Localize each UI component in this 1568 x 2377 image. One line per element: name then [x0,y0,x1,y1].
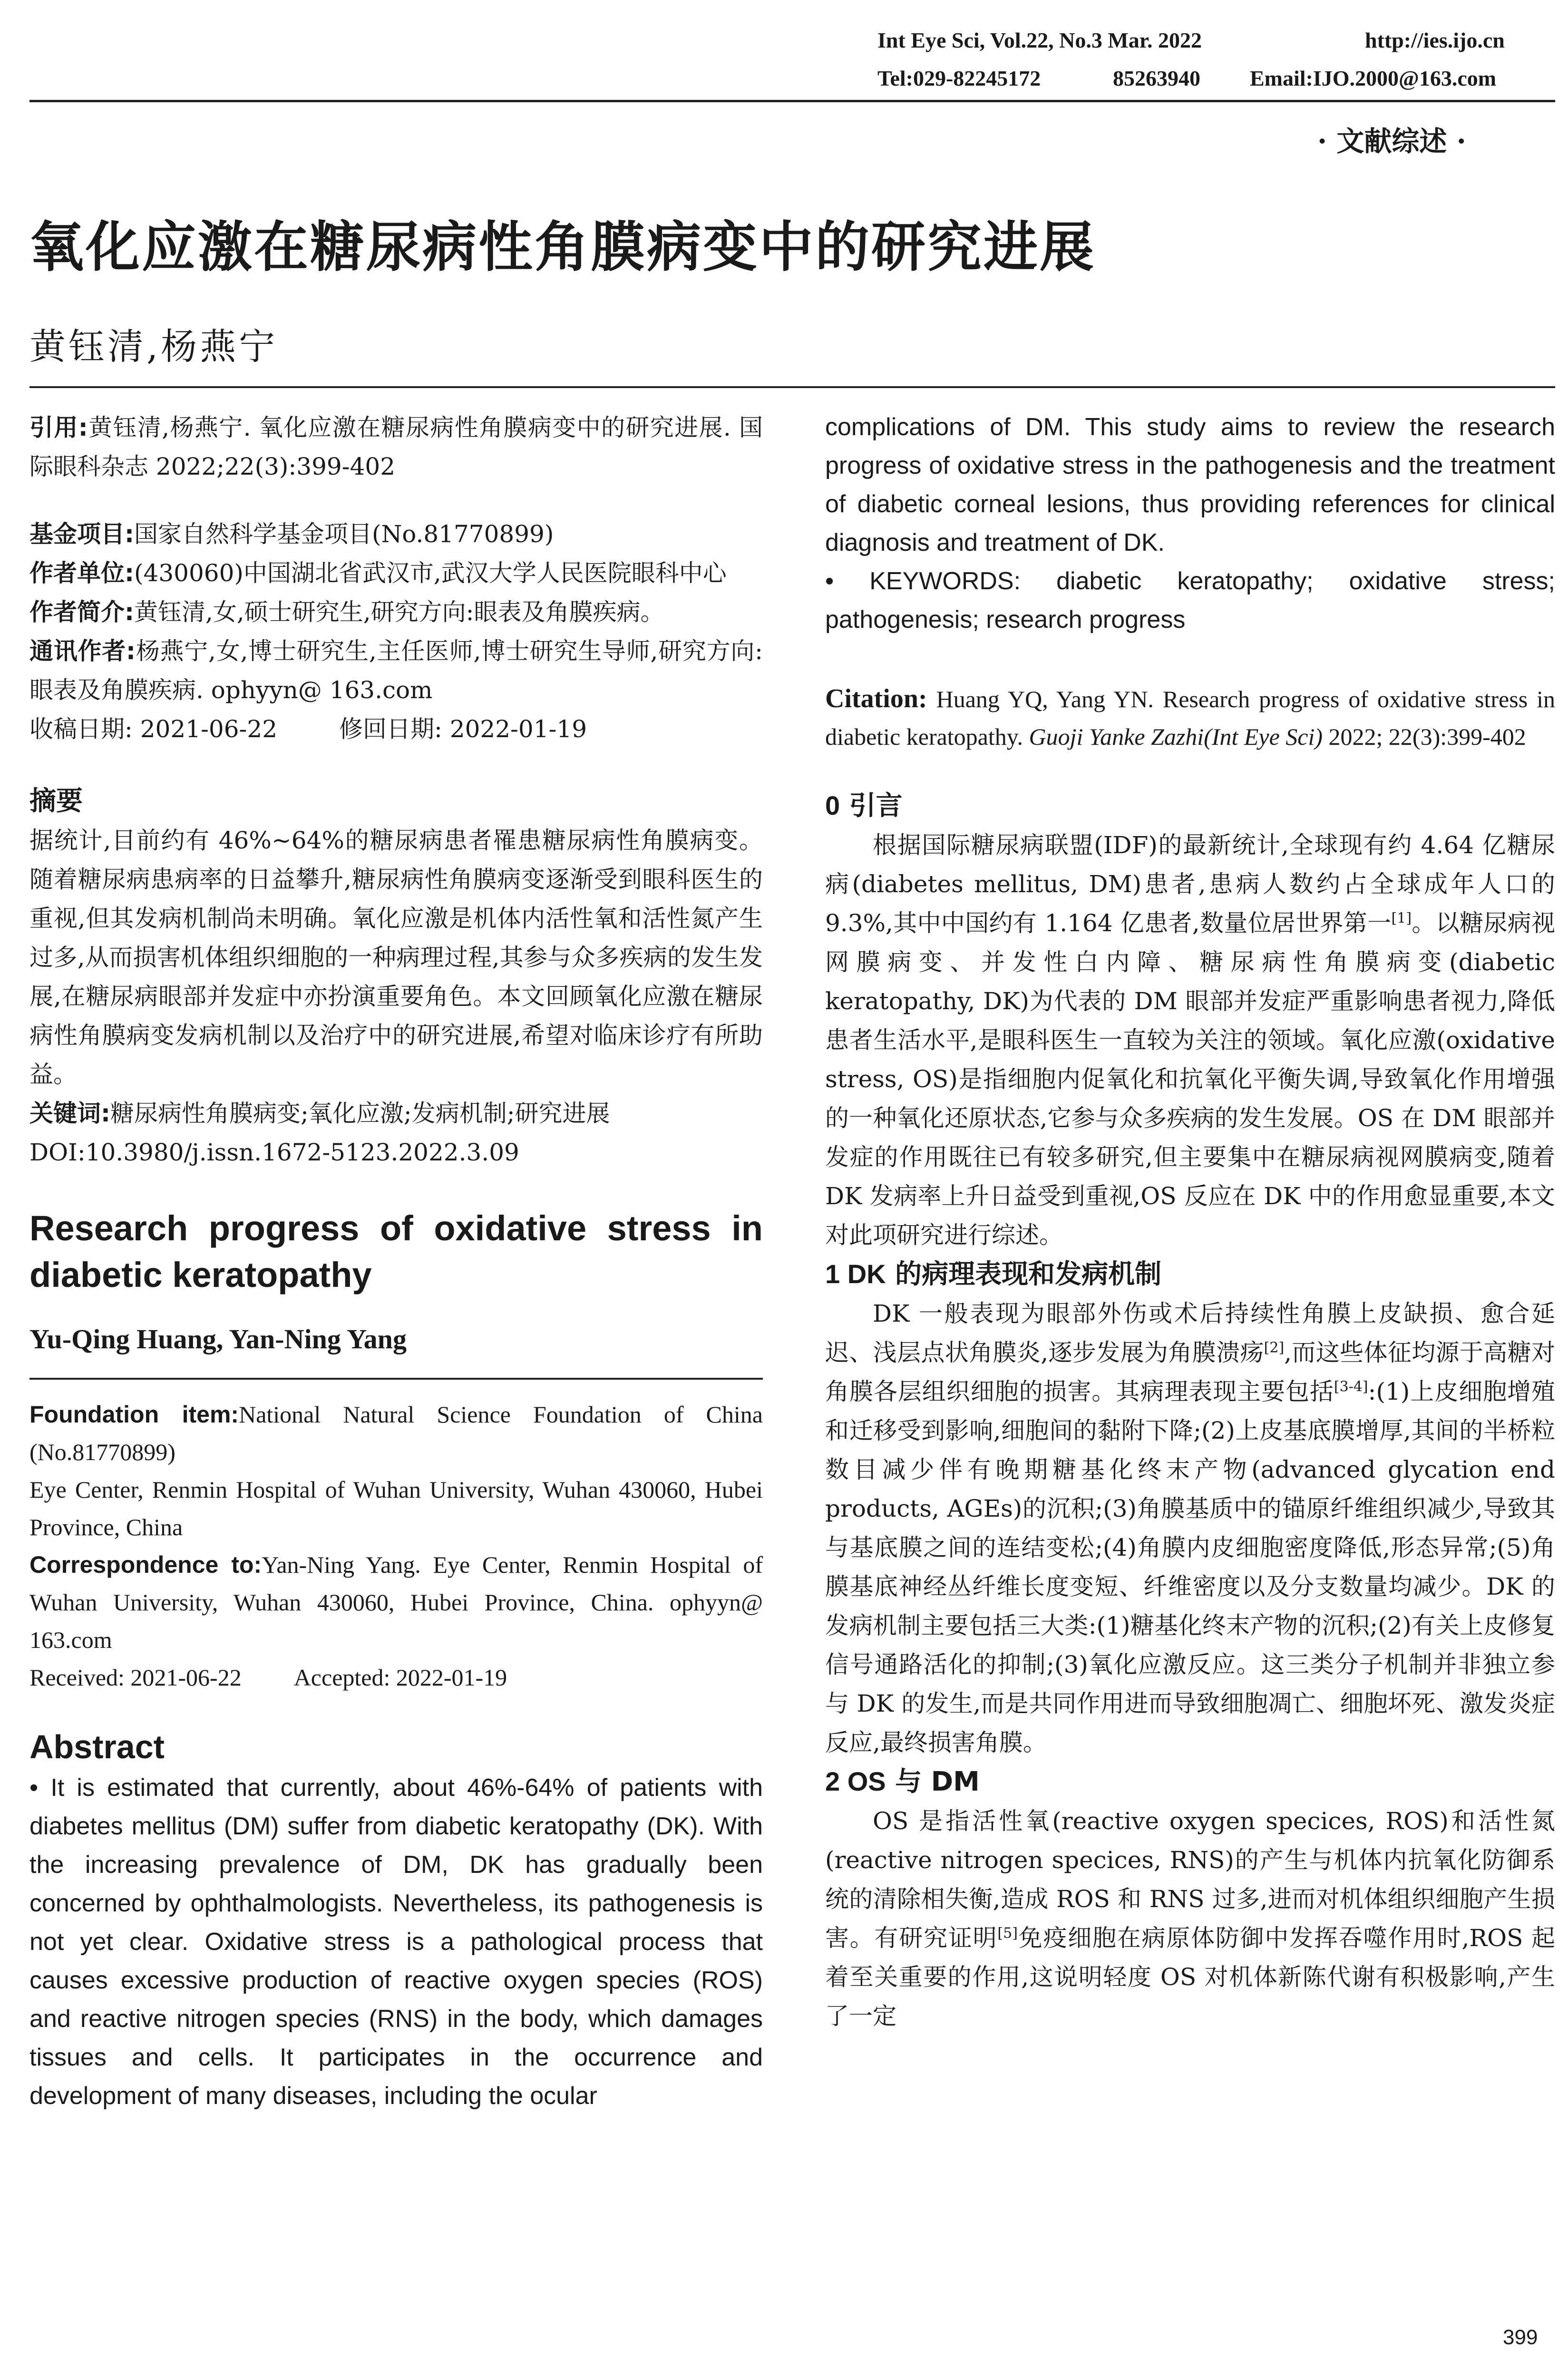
bio-text: 黄钰清,女,硕士研究生,研究方向:眼表及角膜疾病。 [134,598,664,626]
title-rule [29,386,1555,388]
journal-info: Int Eye Sci, Vol.22, No.3 Mar. 2022 [877,28,1202,52]
section-1-text-b: ,而这些体征均源于高糖对角膜各层组织细胞的损害。其病理表现主要包括 [825,1339,1555,1405]
section-1-number: 1 DK [825,1259,886,1289]
section-2-title: 与 DM [895,1766,980,1797]
correspondence-text: Yan-Ning Yang. Eye Center, Renmin Hospital of Wuhan University, Wuhan 430060, Hubei Province, China. ophyyn@ 163.com [29,1551,763,1653]
keywords-text: 糖尿病性角膜病变;氧化应激;发病机制;研究进展 [110,1100,610,1127]
right-column [825,408,1555,2036]
foundation-text: National Natural Science Foundation of China (No.81770899) [29,1401,763,1465]
unit-text: (430060)中国湖北省武汉市,武汉大学人民医院眼科中心 [134,559,727,587]
citation-en-tail: 2022; 22(3):399-402 [1328,723,1526,750]
unit-label: 作者单位: [29,559,134,587]
citation-cn-label: 引用: [29,414,88,441]
citation-en [825,680,1555,756]
section-1-heading [825,1255,1555,1294]
ref-2[interactable]: [2] [1264,1339,1285,1356]
section-2-number: 2 OS [825,1766,886,1796]
citation-en-label: Citation: [825,684,927,713]
section-0-heading [825,786,1555,826]
fund-text: 国家自然科学基金项目(No.81770899) [134,520,554,548]
english-title: Research progress of oxidative stress in diabetic keratopathy [29,1208,763,1295]
journal-tel-2: 85263940 [1113,66,1200,90]
abstract-en-continued: complications of DM. This study aims to review the research progress of oxidative stress in the pathogenesis and the treatment of diabetic corneal lesions, thus providing references for clinical diagnosis and treatment of DK. [825,413,1555,556]
section-2-text-b: 免疫细胞在病原体防御中发挥吞噬作用时,ROS 起着至关重要的作用,这说明轻度 OS 对机体新陈代谢有积极影响,产生了一定 [825,1924,1555,2030]
meta-cn [29,515,763,749]
section-2-heading [825,1762,1555,1802]
citation-en-text: Huang YQ, Yang YN. Research progress of oxidative stress in diabetic keratopathy. [825,686,1555,750]
keywords-en: • KEYWORDS: diabetic keratopathy; oxidative stress; pathogenesis; research progress [825,567,1555,633]
ref-3-4[interactable]: [3-4] [1334,1378,1368,1395]
abstract-cn-heading: 摘要 [29,786,83,817]
received-date: 收稿日期: 2021-06-22 [29,715,278,743]
section-1-text-c: :(1)上皮细胞增殖和迁移受到影响,细胞间的黏附下降;(2)上皮基底膜增厚,其间的半桥粒数目减少伴有晚期糖基化终末产物(advanced glycation end products, AGEs)的沉积;(3)角膜基质中的锚原纤维组织减少,导致其与基底膜之间的连结变松;(4)角膜内皮细胞密度降低,形态异常;(5)角膜基底神经丛纤维长度变短、纤维密度以及分支数量均减少。DK 的发病机制主要包括三大类:(1)糖基化终末产物的沉积;(2)有关上皮修复信号通路活化的抑制;(3)氧化应激反应。这三类分子机制并非独立参与 DK 的发生,而是共同作用进而导致细胞凋亡、细胞坏死、激发炎症反应,最终损害角膜。 [825,1378,1556,1756]
fund-label: 基金项目: [29,520,134,548]
section-0-paragraph [825,826,1555,1255]
corr-text: 杨燕宁,女,博士研究生,主任医师,博士研究生导师,研究方向:眼表及角膜疾病. ophyyn@ 163.com [29,637,763,704]
citation-cn-text: 黄钰清,杨燕宁. 氧化应激在糖尿病性角膜病变中的研究进展. 国际眼科杂志 2022;22(3):399-402 [29,414,763,480]
abstract-cn [29,782,763,1172]
left-column [29,408,763,2115]
body-text [825,786,1555,2036]
received-en: Received: 2021-06-22 [29,1664,242,1691]
section-0-text-a: 根据国际糖尿病联盟(IDF)的最新统计,全球现有约 4.64 亿糖尿病(diabetes mellitus, DM)患者,患病人数约占全球成年人口的 9.3%,其中中国约有 1.164 亿患者,数量位居世界第一 [825,831,1555,937]
abstract-en-text: • It is estimated that currently, about 46%-64% of patients with diabetes mellitus (DM) suffer from diabetic keratopathy (DK). With the increasing prevalence of DM, DK has gradually been concerned by ophthalmologists. Nevertheless, its pathogenesis is not yet clear. Oxidative stress is a pathological process that causes excessive production of reactive oxygen species (ROS) and reactive nitrogen species (RNS) in the body, which damages tissues and cells. It participates in the occurrence and development of many diseases, including the ocular [29,1774,763,2110]
corr-label: 通讯作者: [29,637,136,665]
section-1-title: 的病理表现和发病机制 [895,1259,1162,1290]
section-0-title: 引言 [849,790,903,821]
section-0-number: 0 [825,790,840,820]
section-2-text-a: OS 是指活性氧(reactive oxygen specices, ROS)和活性氮(reactive nitrogen specices, RNS)的产生与机体内抗氧化防御系统的清除相失衡,造成 ROS 和 RNS 过多,进而对机体组织细胞产生损害。有研究证明 [825,1807,1555,1952]
meta-en [29,1396,763,1696]
accepted-en: Accepted: 2022-01-19 [293,1664,507,1691]
page-number: 399 [1503,2326,1538,2349]
ref-5[interactable]: [5] [997,1925,1018,1942]
abstract-en-heading: Abstract [29,1728,165,1765]
authors-cn: 黄钰清,杨燕宁 [29,325,278,368]
journal-url[interactable]: http://ies.ijo.cn [1365,28,1505,52]
section-1-paragraph [825,1294,1555,1762]
correspondence-label: Correspondence to: [29,1551,262,1578]
abstract-cn-text: 据统计,目前约有 46%~64%的糖尿病患者罹患糖尿病性角膜病变。随着糖尿病患病率的日益攀升,糖尿病性角膜病变逐渐受到眼科医生的重视,但其发病机制尚未明确。氧化应激是机体内活性氧和活性氮产生过多,从而损害机体组织细胞的一种病理过程,其参与众多疾病的发生发展,在糖尿病眼部并发症中亦扮演重要角色。本文回顾氧化应激在糖尿病性角膜病变发病机制以及治疗中的研究进展,希望对临床诊疗有所助益。 [29,827,763,1088]
citation-en-journal: Guoji Yanke Zazhi(Int Eye Sci) [1029,723,1323,750]
foundation-label: Foundation item: [29,1401,239,1428]
doi[interactable]: DOI:10.3980/j.issn.1672-5123.2022.3.09 [29,1139,519,1166]
ref-1[interactable]: [1] [1391,910,1412,927]
journal-tel: Tel:029-82245172 [877,66,1041,90]
revised-date: 修回日期: 2022-01-19 [339,715,587,743]
header-rule [29,100,1555,102]
citation-cn [29,408,763,486]
section-tag: · 文献综述 · [1317,125,1466,157]
bio-label: 作者简介: [29,598,134,626]
affiliation: Eye Center, Renmin Hospital of Wuhan University, Wuhan 430060, Hubei Province, China [29,1476,763,1540]
journal-email[interactable]: Email:IJO.2000@163.com [1250,66,1497,90]
english-authors: Yu-Qing Huang, Yan-Ning Yang [29,1324,407,1354]
section-0-text-b: 。以糖尿病视网膜病变、并发性白内障、糖尿病性角膜病变(diabetic keratopathy, DK)为代表的 DM 眼部并发症严重影响患者视力,降低患者生活水平,是眼科医生一直较为关注的领域。氧化应激(oxidative stress, OS)是指细胞内促氧化和抗氧化平衡失调,导致氧化作用增强的一种氧化还原状态,它参与众多疾病的发生发展。OS 在 DM 眼部并发症的作用既往已有较多研究,但主要集中在糖尿病视网膜病变,随着 DK 发病率上升日益受到重视,OS 反应在 DK 中的作用愈显重要,本文对此项研究进行综述。 [825,909,1555,1249]
page-title: 氧化应激在糖尿病性角膜病变中的研究进展 [29,215,1096,279]
keywords-label: 关键词: [29,1100,110,1127]
section-2-paragraph [825,1802,1555,2036]
section-1-text-a: DK 一般表现为眼部外伤或术后持续性角膜上皮缺损、愈合延迟、浅层点状角膜炎,逐步发展为角膜溃疡 [825,1300,1555,1366]
